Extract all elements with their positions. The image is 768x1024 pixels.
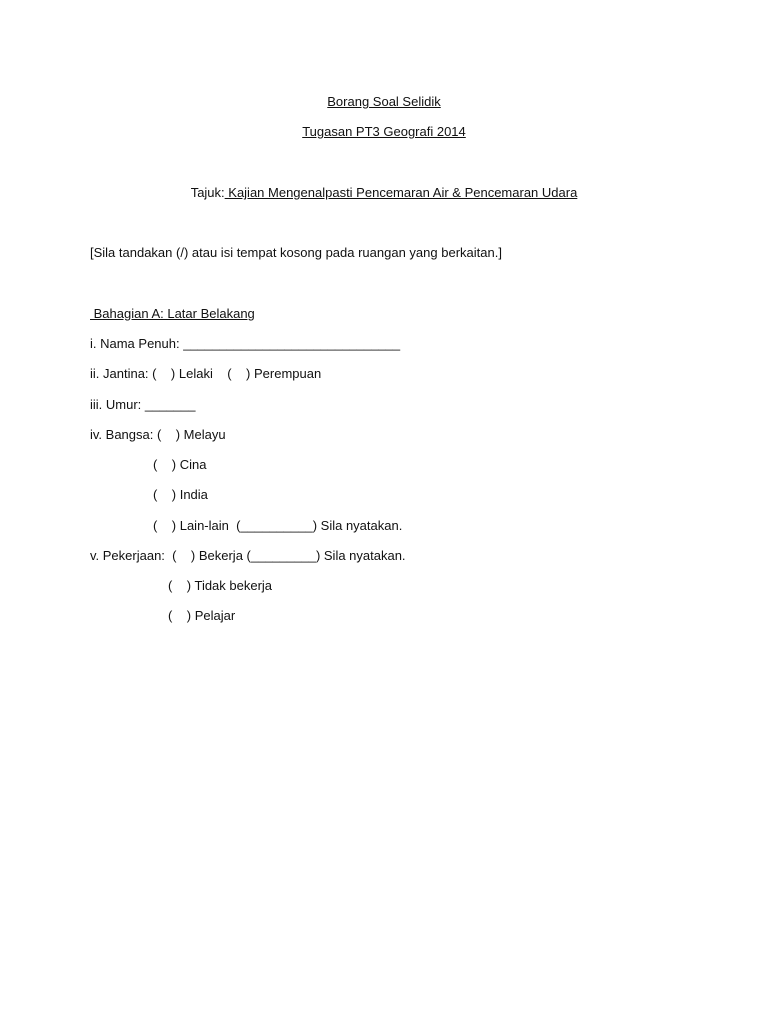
question-gender: ii. Jantina: ( ) Lelaki ( ) Perempuan: [90, 366, 322, 381]
race-option-lain-lain: ( ) Lain-lain (__________) Sila nyatakan.: [153, 518, 403, 533]
section-a-heading: Bahagian A: Latar Belakang: [90, 306, 255, 321]
topic-line: [0, 185, 768, 201]
question-race: iv. Bangsa: ( ) Melayu: [90, 427, 226, 442]
document-title: Borang Soal Selidik: [327, 94, 441, 109]
question-age: iii. Umur: _______: [90, 397, 196, 412]
occupation-option-pelajar: ( ) Pelajar: [168, 608, 236, 623]
question-occupation: v. Pekerjaan: ( ) Bekerja (_________) Sila nyatakan.: [90, 548, 406, 563]
topic-label: Tajuk:: [190, 185, 225, 200]
topic-text: Kajian Mengenalpasti Pencemaran Air & Pencemaran Udara: [224, 185, 578, 200]
occupation-option-tidak-bekerja: ( ) Tidak bekerja: [168, 578, 273, 593]
race-option-india: ( ) India: [153, 487, 208, 502]
question-full-name: i. Nama Penuh: ______________________________: [90, 336, 401, 351]
document-subtitle: Tugasan PT3 Geografi 2014: [302, 124, 466, 139]
instruction-text: [Sila tandakan (/) atau isi tempat kosong pada ruangan yang berkaitan.]: [90, 245, 502, 260]
race-option-cina: ( ) Cina: [153, 457, 207, 472]
